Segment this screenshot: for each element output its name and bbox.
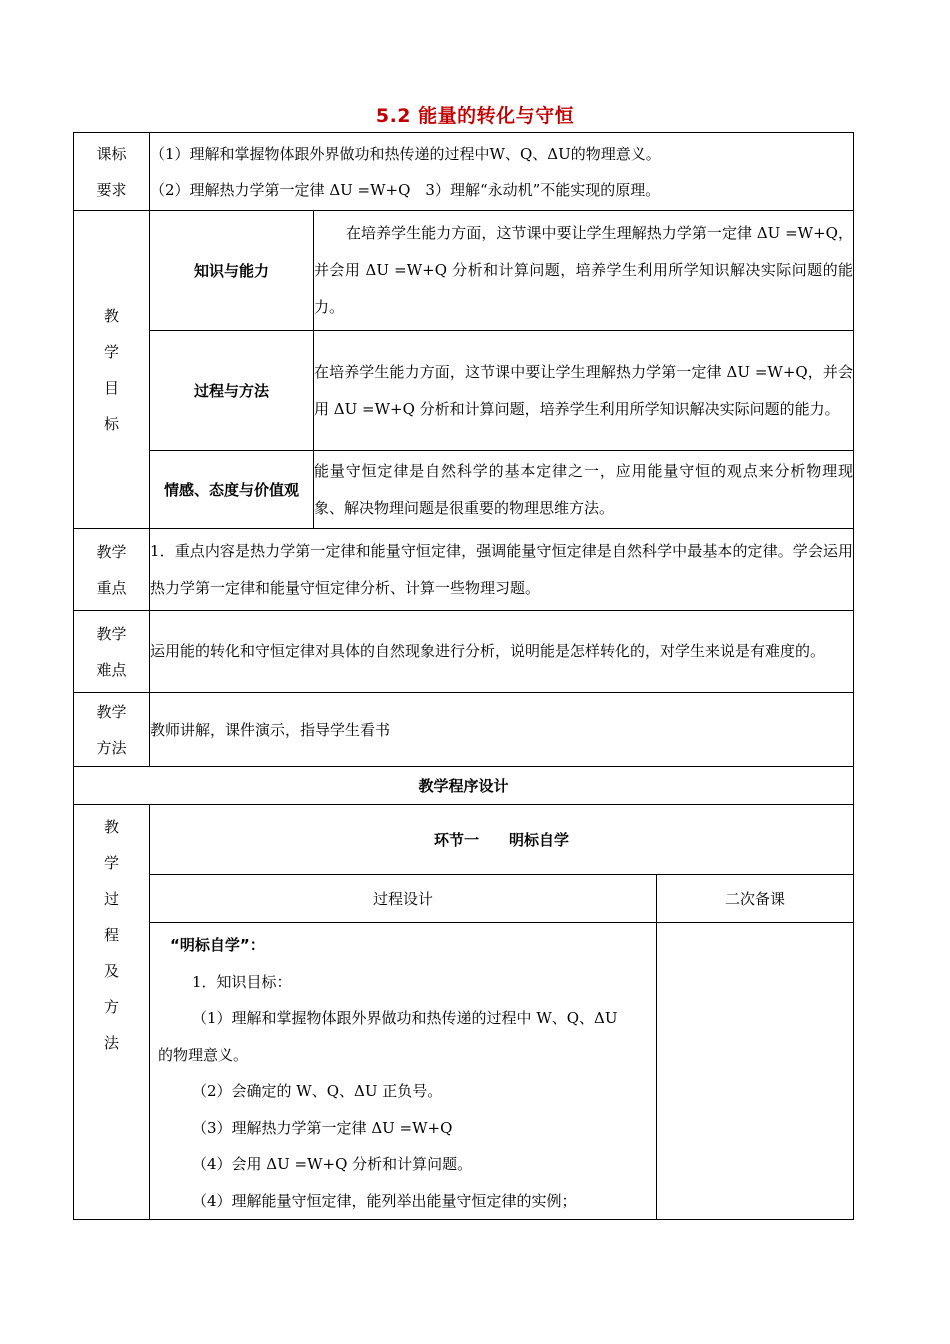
process-body-row: [74, 923, 854, 1220]
process-item: 1．知识目标：: [192, 972, 292, 991]
process-item: （4）会用 ΔU =W+Q 分析和计算问题。: [192, 1155, 473, 1173]
process-item: （1）理解和掌握物体跟外界做功和热传递的过程中 W、Q、ΔU: [192, 1009, 618, 1027]
kebiao-content: [150, 133, 854, 211]
goal-text-knowledge: 在培养学生能力方面，这节课中要让学生理解热力学第一定律 ΔU =W+Q，并会用 ΔU =W+Q 分析和计算问题，培养学生利用所学知识解决实际问题的能力。: [314, 211, 854, 331]
process-header-row: [74, 875, 854, 923]
process-section-title: 环节一 明标自学: [150, 805, 854, 875]
goal-label-emotion: 情感、态度与价值观: [150, 451, 314, 529]
goal-row-emotion: [74, 451, 854, 529]
second-prep-cell: [657, 923, 854, 1220]
zhongdian-row: [74, 529, 854, 611]
kebiao-line-1: （1）理解和掌握物体跟外界做功和热传递的过程中W、Q、ΔU的物理意义。: [150, 144, 661, 163]
kebiao-label: 课标要求: [74, 133, 150, 211]
zhongdian-label: 教学重点: [74, 529, 150, 611]
process-item: （2）会确定的 W、Q、ΔU 正负号。: [192, 1082, 443, 1100]
goals-label-char: 教: [103, 306, 119, 325]
lesson-plan-table: [73, 132, 854, 1220]
kebiao-line-2: （2）理解热力学第一定律 ΔU =W+Q 3）理解“永动机”不能实现的原理。: [150, 180, 661, 199]
goals-label-char: 标: [103, 414, 119, 433]
col-second-header: 二次备课: [657, 875, 854, 923]
program-title-row: [74, 767, 854, 805]
process-label: 教 学 过 程 及 方 法: [74, 805, 150, 1220]
page-title: 5.2 能量的转化与守恒: [375, 105, 575, 127]
goal-label-knowledge: 知识与能力: [150, 211, 314, 331]
process-section-row: [74, 805, 854, 875]
nandian-row: [74, 611, 854, 693]
fangfa-row: [74, 693, 854, 767]
goal-text-process: 在培养学生能力方面，这节课中要让学生理解热力学第一定律 ΔU =W+Q，并会用 ΔU =W+Q 分析和计算问题，培养学生利用所学知识解决实际问题的能力。: [314, 331, 854, 451]
process-item: （4）理解能量守恒定律，能列举出能量守恒定律的实例；: [192, 1191, 577, 1210]
goals-label-char: 目: [103, 378, 119, 397]
col-design-header: 过程设计: [150, 875, 657, 923]
kebiao-row: [74, 133, 854, 211]
goals-label: [74, 211, 150, 529]
process-heading: “明标自学”：: [170, 936, 265, 954]
process-item: 的物理意义。: [158, 1045, 249, 1064]
goal-text-emotion: 能量守恒定律是自然科学的基本定律之一，应用能量守恒的观点来分析物理现象、解决物理问题是很重要的物理思维方法。: [314, 451, 854, 529]
goals-label-char: 学: [103, 342, 119, 361]
zhongdian-text: 1．重点内容是热力学第一定律和能量守恒定律，强调能量守恒定律是自然科学中最基本的定律。学会运用热力学第一定律和能量守恒定律分析、计算一些物理习题。: [150, 529, 854, 611]
nandian-label: 教学难点: [74, 611, 150, 693]
process-design-content: [150, 923, 657, 1220]
goal-row-knowledge: [74, 211, 854, 331]
fangfa-label: 教学方法: [74, 693, 150, 767]
goal-row-process: [74, 331, 854, 451]
program-title: 教学程序设计: [74, 767, 854, 805]
process-item: （3）理解热力学第一定律 ΔU =W+Q: [192, 1118, 453, 1137]
goal-label-process: 过程与方法: [150, 331, 314, 451]
fangfa-text: 教师讲解，课件演示，指导学生看书: [150, 693, 854, 767]
nandian-text: 运用能的转化和守恒定律对具体的自然现象进行分析，说明能是怎样转化的，对学生来说是有难度的。: [150, 611, 854, 693]
